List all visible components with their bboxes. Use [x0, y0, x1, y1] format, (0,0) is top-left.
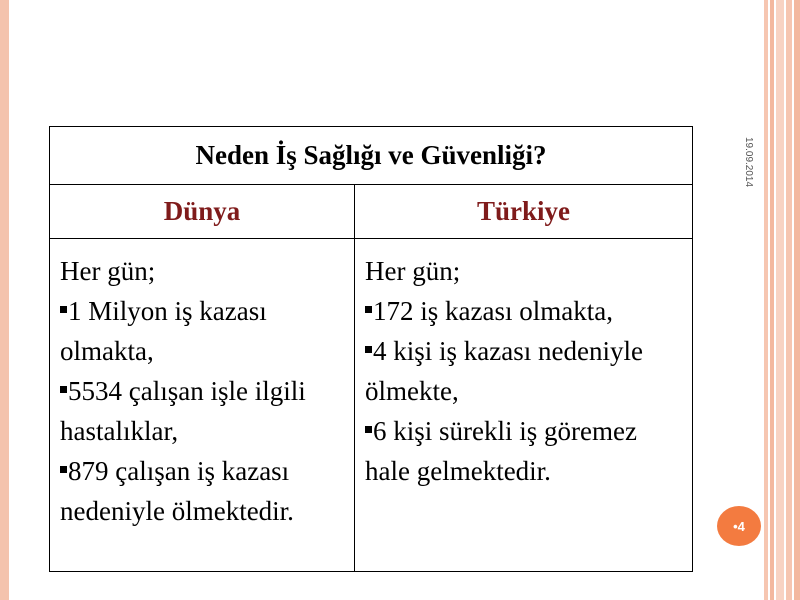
page-number-badge: [717, 506, 761, 546]
square-bullet-icon: [60, 386, 67, 393]
turkiye-intro: Her gün;: [365, 256, 461, 286]
list-item: [60, 331, 346, 371]
list-item: [60, 411, 346, 451]
content-row: [50, 239, 693, 572]
square-bullet-icon: [365, 426, 372, 433]
list-item: [365, 411, 684, 451]
list-item-text: 4 kişi iş kazası nedeniyle: [373, 336, 643, 366]
square-bullet-icon: [365, 346, 372, 353]
header-row: [50, 185, 693, 239]
list-item-text: 6 kişi sürekli iş göremez: [373, 416, 637, 446]
square-bullet-icon: [365, 306, 372, 313]
left-border-decoration: [0, 0, 9, 600]
list-item: [365, 451, 684, 491]
list-item-text: 172 iş kazası olmakta,: [373, 296, 613, 326]
list-item-text: 5534 çalışan işle ilgili: [68, 376, 306, 406]
list-item: [365, 331, 684, 371]
slide-date: 19.09.2014: [743, 137, 754, 188]
list-item: [365, 291, 684, 331]
square-bullet-icon: [60, 466, 67, 473]
table-title: Neden İş Sağlığı ve Güvenliği?: [50, 127, 693, 185]
list-item-text: hastalıklar,: [60, 416, 179, 446]
page-number: 4: [737, 518, 745, 534]
dunya-content: [50, 239, 355, 572]
list-item: [60, 291, 346, 331]
page-number-prefix: •: [733, 518, 738, 534]
column-header-dunya: Dünya: [50, 185, 355, 239]
list-item-text: 1 Milyon iş kazası: [68, 296, 267, 326]
list-item: [60, 491, 346, 531]
turkiye-content: [355, 239, 693, 572]
list-item: [60, 371, 346, 411]
list-item-text: 879 çalışan iş kazası: [68, 456, 290, 486]
square-bullet-icon: [60, 306, 67, 313]
dunya-intro: Her gün;: [60, 256, 156, 286]
column-header-turkiye: Türkiye: [355, 185, 693, 239]
comparison-table: [49, 126, 693, 572]
list-item-text: hale gelmektedir.: [365, 456, 551, 486]
list-item: [60, 451, 346, 491]
list-item-text: ölmekte,: [365, 376, 459, 406]
list-item-text: olmakta,: [60, 336, 154, 366]
right-stripe-decoration: [762, 0, 800, 600]
list-item-text: nedeniyle ölmektedir.: [60, 496, 294, 526]
list-item: [365, 371, 684, 411]
title-row: [50, 127, 693, 185]
